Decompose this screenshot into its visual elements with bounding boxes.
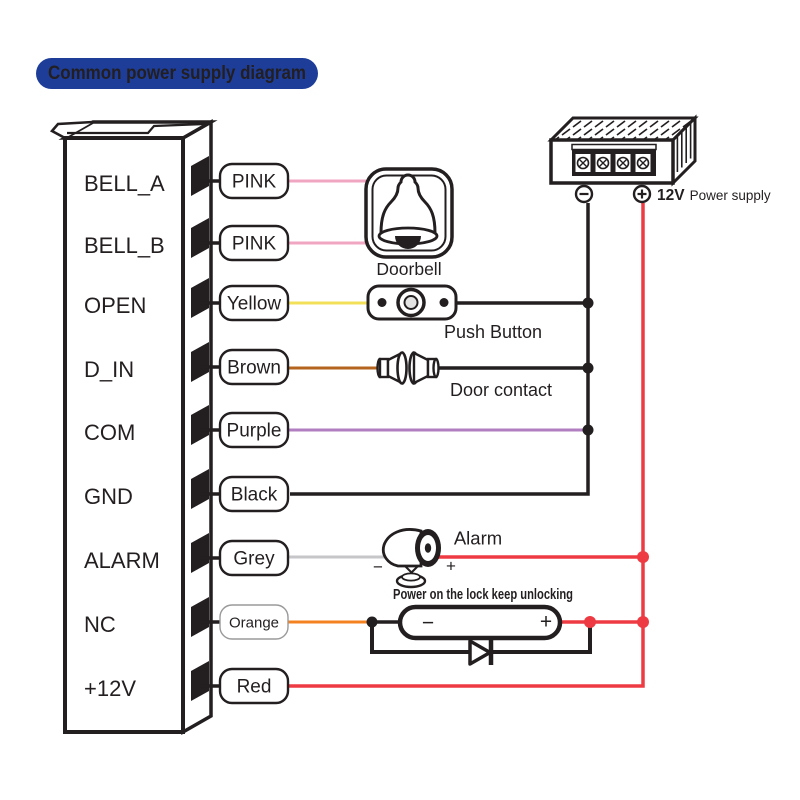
pin-name: +12V bbox=[84, 675, 136, 701]
wire-tag-label: PINK bbox=[231, 233, 277, 255]
psu-top-hatch bbox=[553, 120, 692, 139]
alarm-label: Alarm bbox=[453, 527, 503, 549]
pin-name: GND bbox=[84, 483, 133, 509]
door-contact bbox=[378, 353, 553, 401]
pin-name: BELL_A bbox=[84, 170, 165, 196]
wire-tag-label: Red bbox=[236, 676, 272, 698]
wire-tag-label: Orange bbox=[228, 614, 280, 632]
junction-dot-red bbox=[637, 616, 649, 628]
psu-label bbox=[657, 187, 771, 204]
pin-name: OPEN bbox=[84, 292, 147, 318]
wire-tag-label: Grey bbox=[233, 548, 275, 570]
wire-tag-label: Brown bbox=[227, 357, 281, 379]
doorbell bbox=[366, 169, 452, 279]
pin-name: BELL_B bbox=[84, 232, 165, 258]
pin-name: COM bbox=[84, 419, 136, 445]
doorbell-label: Doorbell bbox=[376, 259, 442, 279]
push-button-label: Push Button bbox=[443, 322, 543, 342]
power-supply bbox=[551, 118, 771, 204]
junction-dot bbox=[583, 425, 594, 436]
alarm-minus: − bbox=[373, 557, 383, 577]
wire-tag-label: Black bbox=[230, 484, 278, 506]
push-button bbox=[368, 286, 542, 342]
push-button-screw bbox=[440, 298, 449, 307]
title-badge-label: Common power supply diagram bbox=[48, 63, 306, 84]
wire-tags bbox=[220, 164, 288, 703]
wire-tag-red bbox=[220, 669, 288, 703]
lock-note: Power on the lock keep unlocking bbox=[393, 587, 573, 603]
psu-strip-top bbox=[572, 145, 656, 150]
push-button-button-inner bbox=[405, 296, 418, 309]
push-button-screw bbox=[378, 298, 387, 307]
diode-icon bbox=[470, 640, 491, 665]
electric-lock bbox=[393, 587, 573, 638]
pin-name: NC bbox=[84, 611, 116, 637]
junction-dot-red bbox=[584, 616, 596, 628]
wire-tag-orange bbox=[220, 605, 288, 639]
wire-tag-grey bbox=[220, 541, 288, 575]
psu-name-label: Power supply bbox=[689, 187, 771, 203]
junction-dot-red bbox=[637, 551, 649, 563]
wire-tag-pink-b bbox=[220, 226, 288, 260]
psu-plus-terminal-icon bbox=[634, 186, 650, 202]
wire-tag-purple bbox=[220, 413, 288, 447]
wire-tag-black bbox=[220, 477, 288, 511]
door-contact-label: Door contact bbox=[449, 380, 553, 400]
pin-name: D_IN bbox=[84, 356, 135, 382]
lock-plus: + bbox=[539, 610, 553, 634]
siren-icon bbox=[383, 529, 441, 587]
junction-dot bbox=[583, 298, 594, 309]
wire-tag-brown bbox=[220, 350, 288, 384]
wire-tag-label: Purple bbox=[226, 420, 282, 442]
controller-terminal-block bbox=[52, 122, 221, 732]
wire-tag-yellow bbox=[220, 286, 288, 320]
title-badge bbox=[36, 58, 318, 89]
wire-tag-label: PINK bbox=[231, 171, 277, 193]
alarm-plus: + bbox=[446, 556, 456, 576]
pin-name: ALARM bbox=[84, 547, 160, 573]
junction-dot bbox=[367, 617, 378, 628]
psu-minus-terminal-icon bbox=[576, 186, 592, 202]
psu-voltage-label: 12V bbox=[657, 186, 685, 204]
lock-minus: − bbox=[421, 611, 435, 635]
junction-dot bbox=[583, 363, 594, 374]
wire-tag-pink-a bbox=[220, 164, 288, 198]
wire-tag-label: Yellow bbox=[226, 293, 282, 315]
